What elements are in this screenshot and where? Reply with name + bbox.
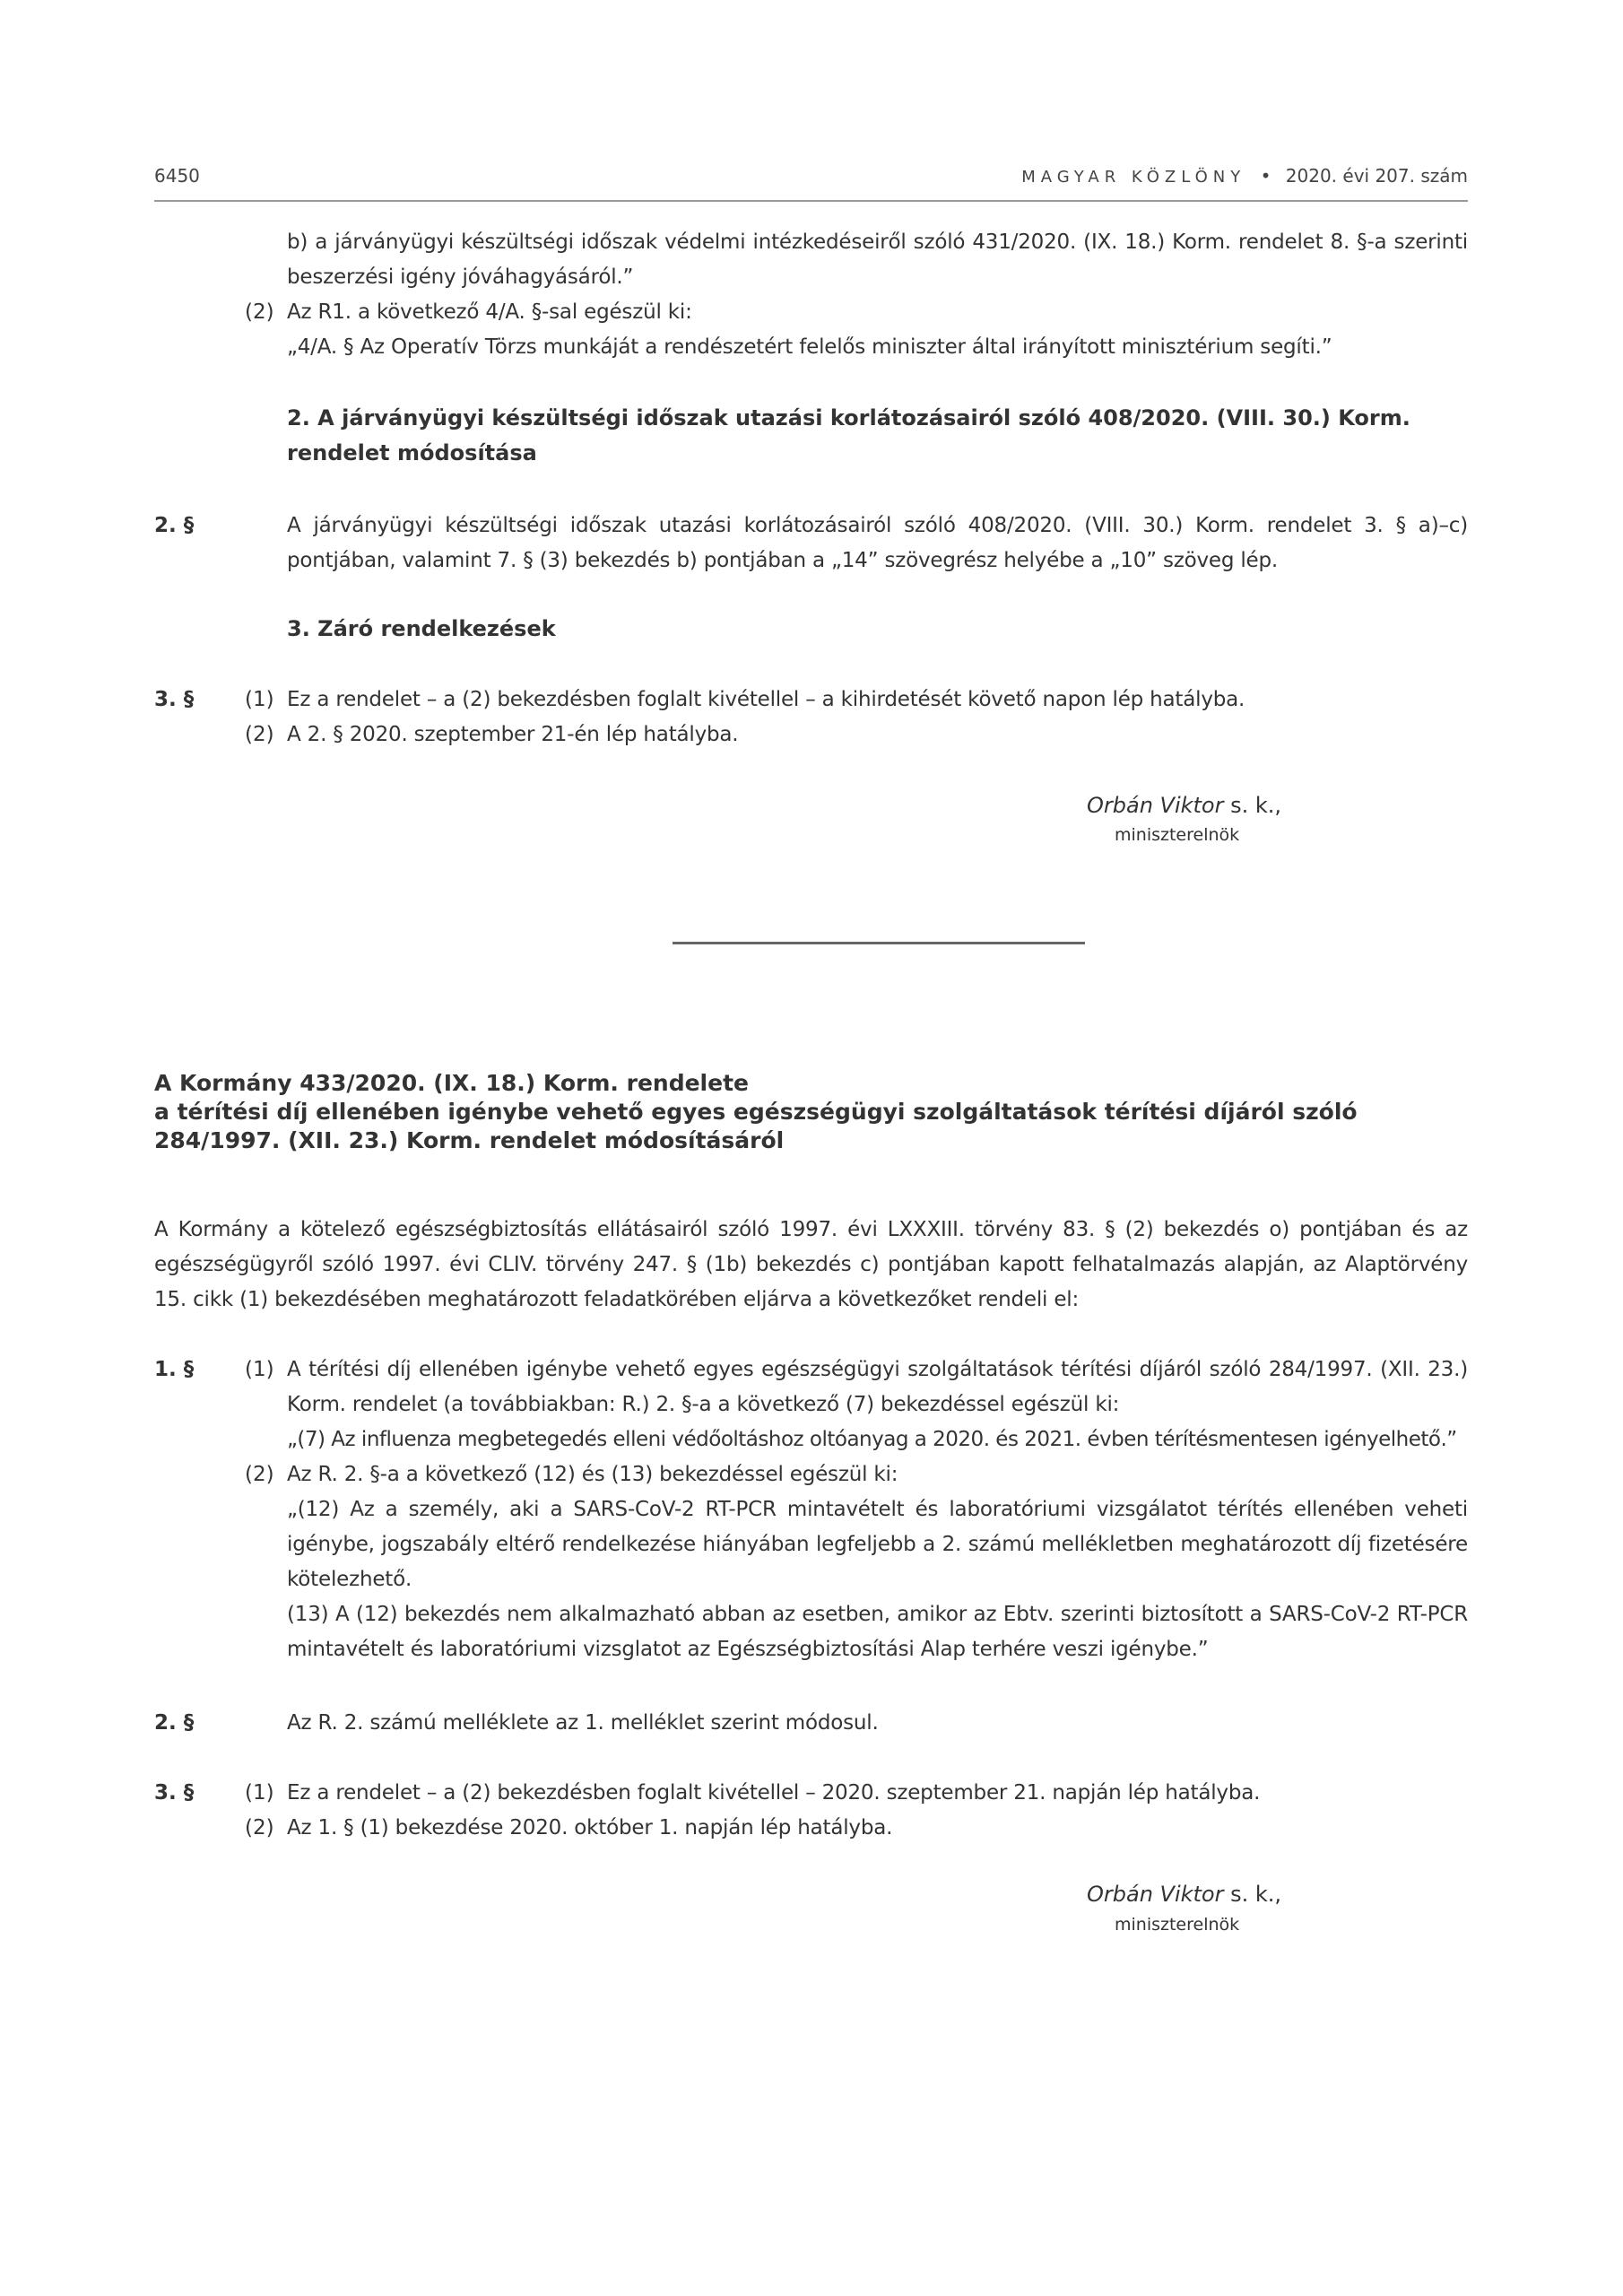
section-heading: 3. Záró rendelkezések (287, 616, 556, 641)
paragraph-text: Ez a rendelet – a (2) bekezdésben foglalt kivétellel – 2020. szeptember 21. napján lép hatályba. (287, 1781, 1261, 1805)
quoted-amendment: „4/A. § Az Operatív Törzs munkáját a rendészetért felelős miniszter által irányított minisztérium segíti.” (287, 335, 1332, 359)
section-number: 3. § (154, 1781, 195, 1805)
section-divider (673, 942, 1085, 944)
quoted-amendment: „(7) Az influenza megbetegedés elleni védőoltáshoz oltóanyag a 2020. és 2021. évben térítésmentesen igényelhető.” (287, 1428, 1457, 1451)
paragraph-number: (2) (245, 300, 274, 324)
paragraph-text: Az R. 2. §-a a következő (12) és (13) bekezdéssel egészül ki: (287, 1463, 898, 1486)
journal-name: MAGYAR KÖZLÖNY (1021, 168, 1246, 187)
paragraph-number: (2) (245, 1463, 274, 1486)
continued-point-b: b) a járványügyi készültségi időszak védelmi intézkedéseiről szóló 431/2020. (IX. 18.) Korm. rendelet 8. §-a szerinti beszerzési igény jóváhagyásáról.” (287, 230, 1468, 289)
signatory-name: Orbán Viktor (1087, 793, 1224, 818)
section-number: 3. § (154, 688, 195, 711)
section-number: 2. § (154, 514, 195, 537)
section-text: A járványügyi készültségi időszak utazási korlátozásairól szóló 408/2020. (VIII. 30.) Korm. rendelet 3. § a)–c) pontjában, valamint 7. § (3) bekezdés b) pontjában a „14” szövegrész helyébe a „10” szöveg lép. (287, 514, 1468, 572)
quoted-amendment: „(12) Az a személy, aki a SARS-CoV-2 RT-PCR mintavételt és laboratóriumi vizsgálatot térítés ellenében veheti igénybe, jogszabály eltérő rendelkezése hiányában legfeljebb a 2. számú mellékletben meghatározott díj fizetésére kötelezhető. (287, 1498, 1468, 1591)
signatory-name: Orbán Viktor (1087, 1882, 1224, 1907)
signature-name (1087, 1882, 1281, 1907)
quoted-amendment: (13) A (12) bekezdés nem alkalmazható abban az esetben, amikor az Ebtv. szerinti biztosított a SARS-CoV-2 RT-PCR mintavételt és laboratóriumi vizsglatot az Egészségbiztosítási Alap terhére veszi igénybe.” (287, 1603, 1468, 1661)
signature-suffix: s. k., (1223, 793, 1282, 818)
paragraph-number: (2) (245, 1816, 274, 1839)
bullet-separator: • (1260, 165, 1271, 187)
section-text: Az R. 2. számú melléklete az 1. melléklet szerint módosul. (287, 1711, 879, 1735)
paragraph-text: Ez a rendelet – a (2) bekezdésben foglalt kivétellel – a kihirdetését követő napon lép hatályba. (287, 688, 1245, 711)
header-rule (154, 200, 1468, 202)
running-header (1021, 165, 1468, 187)
section-number: 1. § (154, 1358, 195, 1381)
paragraph-number: (1) (245, 1358, 274, 1381)
signature-name (1087, 793, 1281, 818)
page-number: 6450 (154, 165, 200, 187)
paragraph-text: Az 1. § (1) bekezdése 2020. október 1. napján lép hatályba. (287, 1816, 893, 1839)
paragraph-text: A 2. § 2020. szeptember 21-én lép hatályba. (287, 723, 739, 746)
section-heading: 2. A járványügyi készültségi időszak utazási korlátozásairól szóló 408/2020. (VIII. 30.) Korm. rendelet módosítása (287, 405, 1410, 465)
decree-title-line: a térítési díj ellenében igénybe vehető egyes egészségügyi szolgáltatások térítési díjáról szóló (154, 1099, 1358, 1125)
issue-info: 2020. évi 207. szám (1285, 165, 1468, 187)
paragraph-text: Az R1. a következő 4/A. §-sal egészül ki: (287, 300, 692, 324)
paragraph-number: (1) (245, 1781, 274, 1805)
decree-title-line: 284/1997. (XII. 23.) Korm. rendelet módosításáról (154, 1127, 785, 1153)
preamble: A Kormány a kötelező egészségbiztosítás ellátásairól szóló 1997. évi LXXXIII. törvény 83. § (2) bekezdés o) pontjában és az egészségügyről szóló 1997. évi CLIV. törvény 247. § (1b) bekezdés c) pontjában kapott felhatalmazás alapján, az Alaptörvény 15. cikk (1) bekezdésében meghatározott feladatkörében eljárva a következőket rendeli el: (154, 1218, 1468, 1311)
paragraph-number: (1) (245, 688, 274, 711)
signatory-title: miniszterelnök (1115, 1915, 1240, 1935)
decree-title (154, 1069, 1358, 1155)
paragraph-number: (2) (245, 723, 274, 746)
section-number: 2. § (154, 1711, 195, 1735)
signatory-title: miniszterelnök (1115, 825, 1240, 845)
paragraph-text: A térítési díj ellenében igénybe vehető egyes egészségügyi szolgáltatások térítési díjáról szóló 284/1997. (XII. 23.) Korm. rendelet (a továbbiakban: R.) 2. §-a a következő (7) bekezdéssel egészül ki: (287, 1358, 1468, 1416)
signature-suffix: s. k., (1223, 1882, 1282, 1907)
decree-title-line: A Kormány 433/2020. (IX. 18.) Korm. rendelete (154, 1070, 749, 1096)
